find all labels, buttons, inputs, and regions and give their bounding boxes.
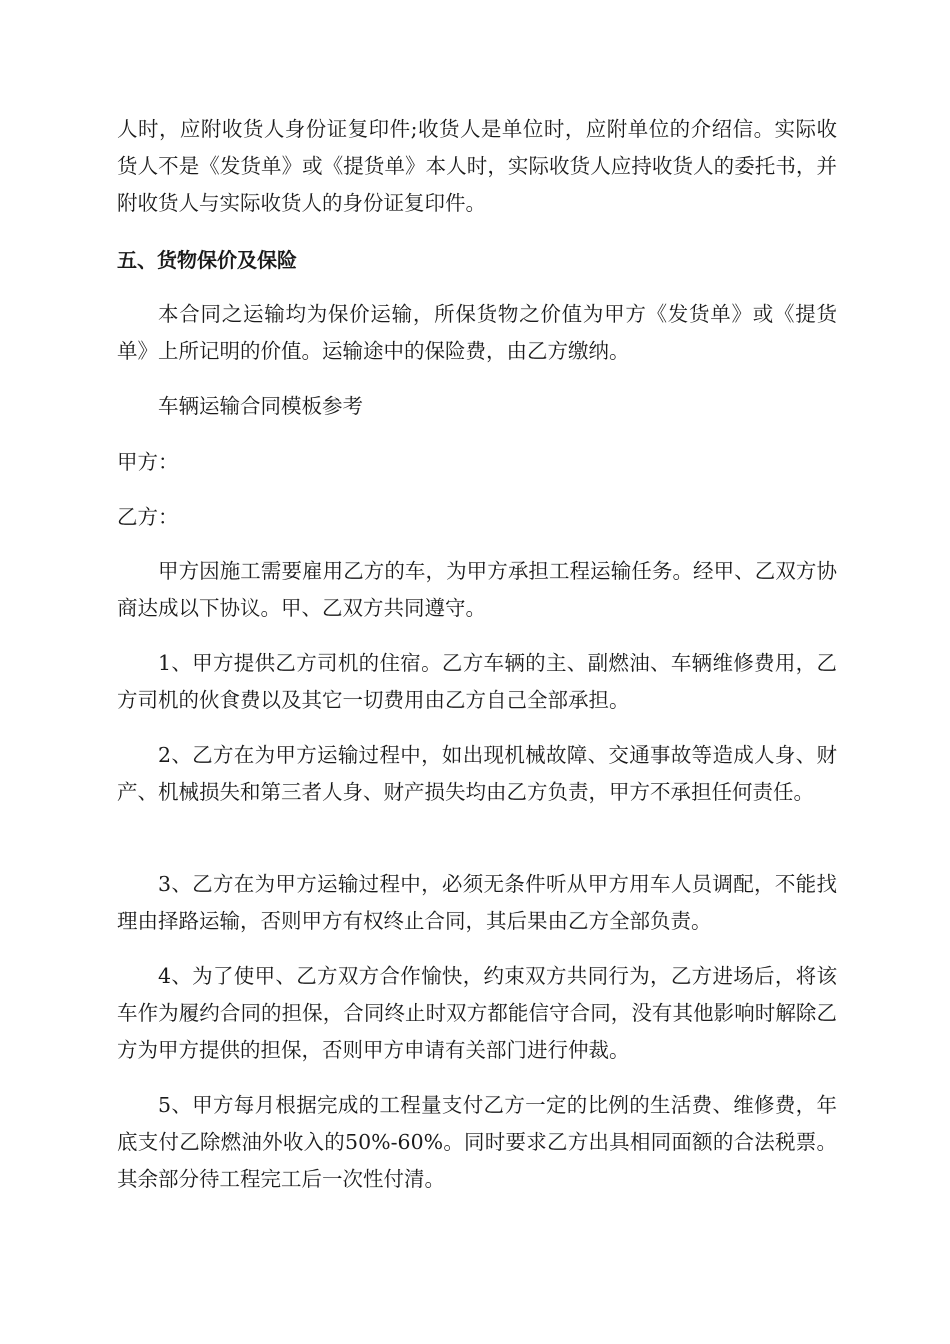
clause-1: 1、甲方提供乙方司机的住宿。乙方车辆的主、副燃油、车辆维修费用，乙方司机的伙食费以及其它一切费用由乙方自己全部承担。 — [117, 651, 837, 712]
clause-4: 4、为了使甲、乙方双方合作愉快，约束双方共同行为，乙方进场后，将该车作为履约合同的担保，合同终止时双方都能信守合同，没有其他影响时解除乙方为甲方提供的担保，否则甲方申请有关部门进行仲裁。 — [117, 964, 837, 1062]
clause-2: 2、乙方在为甲方运输过程中，如出现机械故障、交通事故等造成人身、财产、机械损失和第三者人身、财产损失均由乙方负责，甲方不承担任何责任。 — [117, 743, 837, 804]
template-title: 车辆运输合同模板参考 — [158, 394, 363, 418]
clause-5: 5、甲方每月根据完成的工程量支付乙方一定的比例的生活费、维修费，年底支付乙除燃油外收入的50%-60%。同时要求乙方出具相同面额的合法税票。其余部分待工程完工后一次性付清。 — [117, 1093, 837, 1191]
party-a-label: 甲方： — [117, 450, 179, 474]
paragraph-insurance: 本合同之运输均为保价运输，所保货物之价值为甲方《发货单》或《提货单》上所记明的价值。运输途中的保险费，由乙方缴纳。 — [117, 302, 837, 363]
clause-3: 3、乙方在为甲方运输过程中，必须无条件听从甲方用车人员调配，不能找理由择路运输，否则甲方有权终止合同，其后果由乙方全部负责。 — [117, 872, 837, 933]
section-heading-five: 五、货物保价及保险 — [117, 248, 297, 272]
paragraph-continuation: 人时，应附收货人身份证复印件;收货人是单位时，应附单位的介绍信。实际收货人不是《发货单》或《提货单》本人时，实际收货人应持收货人的委托书，并附收货人与实际收货人的身份证复印件。 — [117, 117, 837, 215]
paragraph-intro: 甲方因施工需要雇用乙方的车，为甲方承担工程运输任务。经甲、乙双方协商达成以下协议。甲、乙双方共同遵守。 — [117, 559, 837, 620]
party-b-label: 乙方： — [117, 505, 179, 529]
